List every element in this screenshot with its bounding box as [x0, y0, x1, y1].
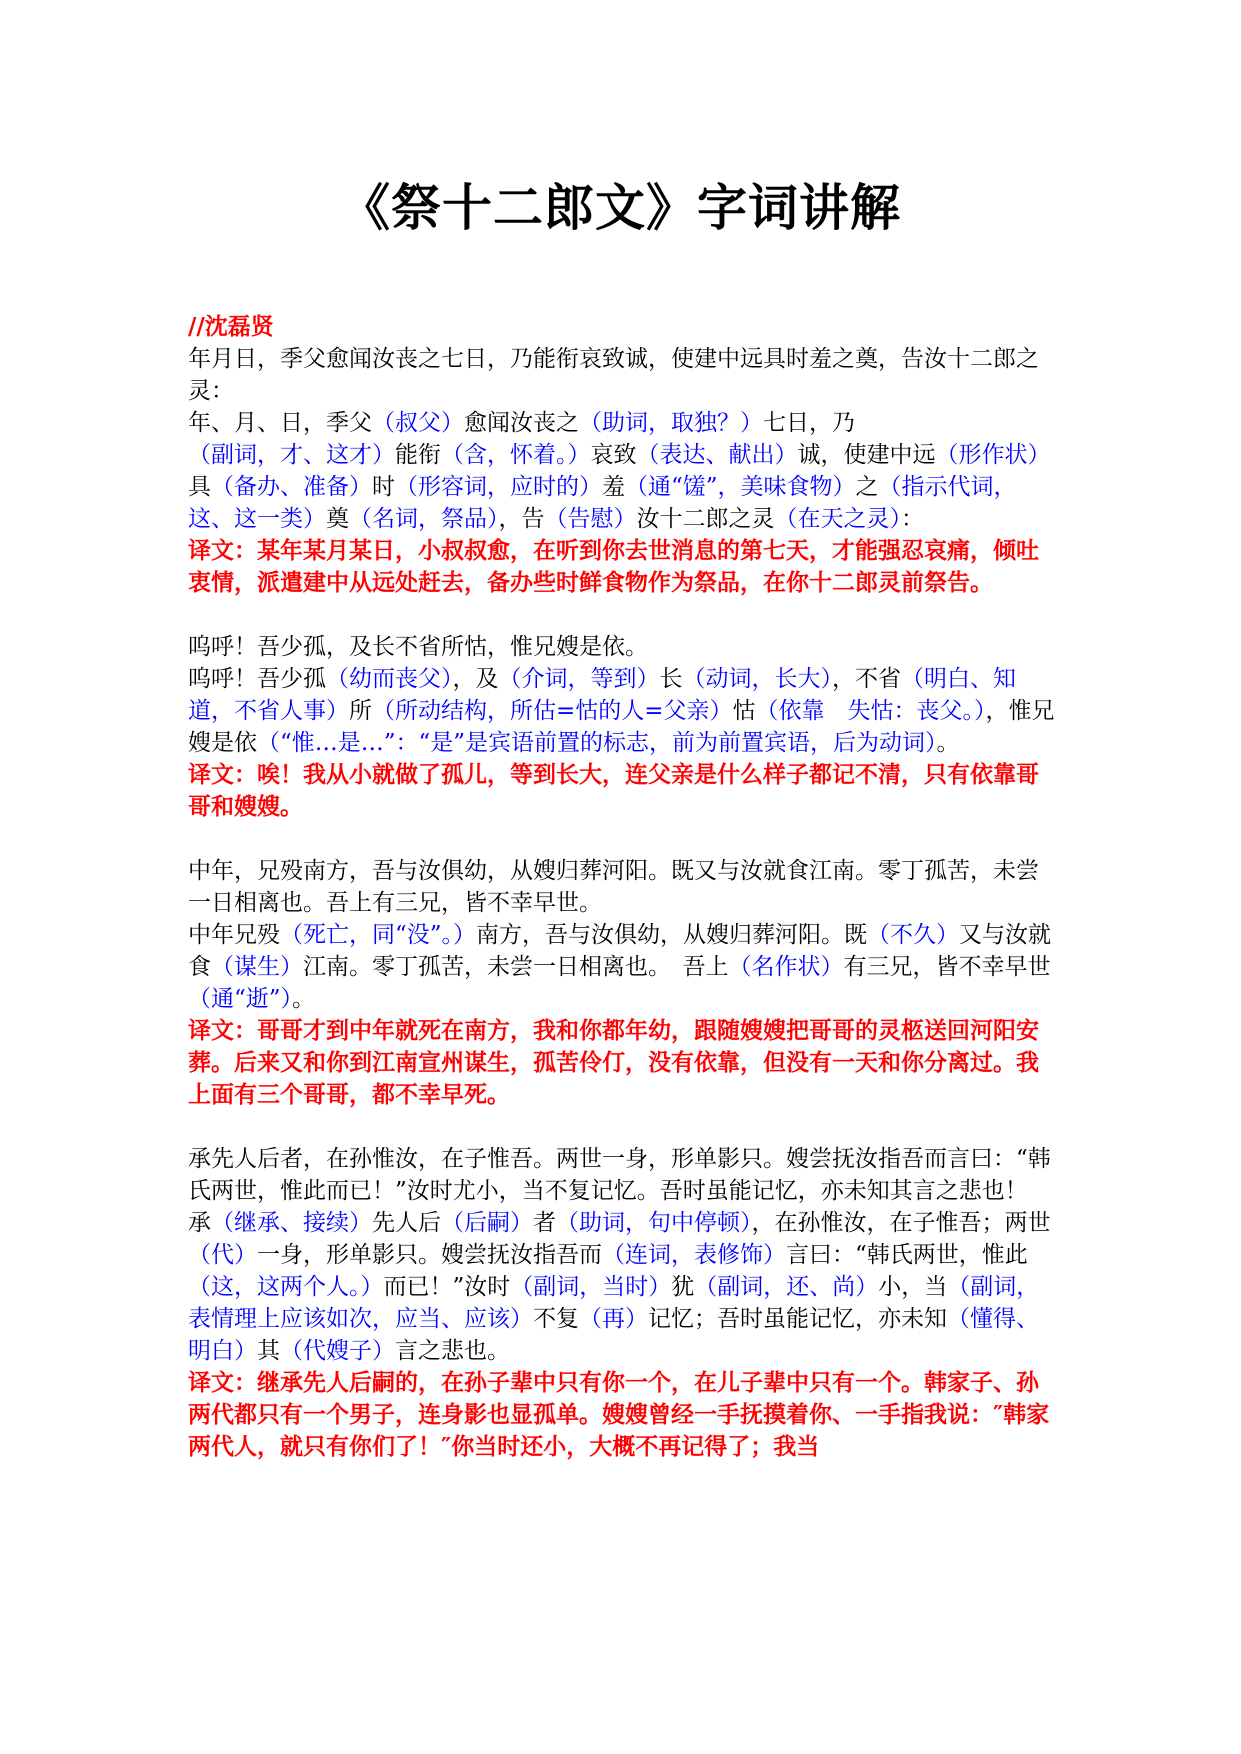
annotation-note: （副词，表情理上应该如次，应当、应该）	[188, 1274, 1040, 1332]
annotated-source-text: 呜呼！吾少孤	[188, 666, 326, 692]
annotation-note: （在天之灵）	[774, 506, 901, 532]
annotated-source-text: 所	[349, 698, 372, 724]
annotation-note: （这，这两个人。）	[188, 1274, 384, 1300]
annotation-note: （形容词，应时的）	[395, 474, 602, 500]
annotated-source-text: 又与汝就食	[188, 922, 1052, 980]
annotated-source-text: 羞	[602, 474, 625, 500]
annotation-note: （名词，祭品）	[349, 506, 499, 532]
annotated-source-text: 者	[533, 1210, 556, 1236]
section-spacer	[188, 1111, 1060, 1143]
original-text: 承先人后者，在孙惟汝，在子惟吾。两世一身，形单影只。嫂尝抚汝指吾而言曰：“韩氏两世，惟此而已！”汝时尤小，当不复记忆。吾时虽能记忆，亦未知其言之悲也！	[188, 1146, 1051, 1204]
page-title: 《祭十二郎文》字词讲解	[340, 178, 901, 237]
annotated-source-text: 小，当	[878, 1274, 948, 1300]
original-text: 中年，兄殁南方，吾与汝俱幼，从嫂归葬河阳。既又与汝就食江南。零丁孤苦，未尝一日相离也。吾上有三兄，皆不幸早世。	[188, 858, 1039, 916]
document-body	[188, 311, 1060, 1463]
annotation-note: （代）	[188, 1242, 257, 1268]
annotated-source-text: 而已！”汝时	[383, 1274, 511, 1300]
annotation-note: （死亡，同“没”。）	[280, 922, 477, 948]
annotated-source-text: 能衔	[395, 442, 441, 468]
annotated-source-text: 不复	[533, 1306, 579, 1332]
annotation-note: （备办、准备）	[211, 474, 372, 500]
annotation-note: （副词，才、这才）	[188, 442, 395, 468]
annotated-source-text: ，惟兄嫂是依	[188, 698, 1055, 756]
annotation-note: （懂得、明白）	[188, 1306, 1039, 1364]
annotated-source-text: ，在孙惟汝，在子惟吾；两世	[751, 1210, 1051, 1236]
annotated-source-text: 先人后	[372, 1210, 441, 1236]
annotated-source-text: 汝十二郎之灵	[636, 506, 775, 532]
annotated-source-text: 之	[855, 474, 879, 500]
annotated-source-text: 哀致	[590, 442, 637, 468]
annotation-note: （后嗣）	[441, 1210, 533, 1236]
annotation-note: （谋生）	[211, 954, 303, 980]
annotation-note: （副词，还、尚）	[694, 1274, 879, 1300]
annotated-source-text: 犹	[671, 1274, 695, 1300]
annotated-source-text: 中年兄殁	[188, 922, 280, 948]
annotated-source-text: 长	[659, 666, 683, 692]
annotated-source-text: 怙	[732, 698, 756, 724]
annotation-note: （幼而丧父）	[326, 666, 453, 692]
annotated-source-text: 具	[188, 474, 211, 500]
annotated-text	[188, 663, 1060, 759]
annotated-source-text: ，及	[452, 666, 499, 692]
annotation-note: （明白、知道，不省人事）	[188, 666, 1016, 724]
annotated-text	[188, 407, 1060, 535]
annotated-source-text: ，不省	[832, 666, 901, 692]
annotation-note: （动词，长大）	[682, 666, 832, 692]
annotated-source-text: 年、月、日，季父	[188, 410, 372, 436]
annotation-note: （通“馐”，美味食物）	[625, 474, 856, 500]
annotated-source-text: 言之悲也。	[395, 1338, 510, 1364]
translation-text: 译文：某年某月某日，小叔叔愈，在听到你去世消息的第七天，才能强忍哀痛，倾吐衷情，派遣建中从远处赶去，备办些时鲜食物作为祭品，在你十二郎灵前祭告。	[188, 537, 1039, 596]
translation-text: 译文：继承先人后嗣的，在孙子辈中只有你一个，在儿子辈中只有一个。韩家子、孙两代都只有一个男子，连身影也显孤单。嫂嫂曾经一手抚摸着你、一手指我说：″韩家两代人，就只有你们了！″你当时还小，大概不再记得了；我当	[188, 1369, 1050, 1460]
annotation-note: （介词，等到）	[498, 666, 660, 692]
annotated-source-text: 七日，乃	[763, 410, 855, 436]
author-line: //沈磊贤	[188, 313, 274, 340]
original-text: 呜呼！吾少孤，及长不省所怙，惟兄嫂是依。	[188, 634, 648, 660]
annotated-text	[188, 1207, 1060, 1367]
annotation-note: （告慰）	[544, 506, 637, 532]
annotated-source-text: 愈闻汝丧之	[464, 410, 579, 436]
annotated-source-text: 。	[936, 730, 960, 756]
annotated-source-text: ：	[901, 506, 924, 532]
annotated-source-text: 诚，使建中远	[797, 442, 936, 468]
annotated-source-text: 有三兄，皆不幸早世	[843, 954, 1051, 980]
annotated-source-text: ，告	[498, 506, 545, 532]
annotation-note: （助词，句中停顿）	[556, 1210, 752, 1236]
annotation-note: （依靠 失怙：丧父。）	[755, 698, 986, 724]
annotation-note: （表达、献出）	[636, 442, 798, 468]
annotation-note: （叔父）	[372, 410, 464, 436]
original-text: 年月日，季父愈闻汝丧之七日，乃能衔哀致诚，使建中远具时羞之奠，告汝十二郎之灵：	[188, 346, 1039, 404]
annotated-source-text: 承	[188, 1210, 211, 1236]
annotation-note: （不久）	[867, 922, 960, 948]
annotated-source-text: 记忆；吾时虽能记忆，亦未知	[648, 1306, 947, 1332]
annotated-text	[188, 919, 1060, 1015]
translation-text: 译文：哥哥才到中年就死在南方，我和你都年幼，跟随嫂嫂把哥哥的灵柩送回河阳安葬。后来又和你到江南宣州谋生，孤苦伶仃，没有依靠，但没有一天和你分离过。我上面有三个哥哥，都不幸早死。	[188, 1017, 1039, 1108]
annotated-source-text: 一身，形单影只。嫂尝抚汝指吾而	[257, 1242, 602, 1268]
annotated-source-text: 。	[292, 986, 316, 1012]
annotation-note: （代嫂子）	[280, 1338, 395, 1364]
annotation-note: （再）	[579, 1306, 648, 1332]
annotation-note: （形作状）	[935, 442, 1051, 468]
annotated-source-text: 奠	[326, 506, 349, 532]
section-spacer	[188, 599, 1060, 631]
annotation-note: （指示代词，这、这一类）	[188, 474, 1017, 532]
annotated-source-text: 言曰：“韩氏两世，惟此	[786, 1242, 1028, 1268]
annotation-note: （连词，表修饰）	[602, 1242, 786, 1268]
annotation-note: （副词，当时）	[510, 1274, 672, 1300]
annotated-source-text: 时	[372, 474, 395, 500]
annotation-note: （继承、接续）	[211, 1210, 372, 1236]
annotation-note: （含，怀着。）	[441, 442, 591, 468]
annotated-source-text: 江南。零丁孤苦，未尝一日相离也。 吾上	[303, 954, 729, 980]
annotated-source-text: 其	[257, 1338, 280, 1364]
annotation-note: （通“逝”）	[188, 986, 293, 1012]
annotation-note: （助词，取独？）	[579, 410, 763, 436]
annotation-note: （名作状）	[728, 954, 844, 980]
annotation-note: （所动结构，所估=怙的人=父亲）	[372, 698, 733, 724]
annotated-source-text: 南方，吾与汝俱幼，从嫂归葬河阳。既	[476, 922, 868, 948]
section-spacer	[188, 823, 1060, 855]
translation-text: 译文：唉！我从小就做了孤儿，等到长大，连父亲是什么样子都记不清，只有依靠哥哥和嫂嫂。	[188, 761, 1039, 820]
annotation-note: （“惟…是…”：“是”是宾语前置的标志，前为前置宾语，后为动词）	[257, 730, 937, 756]
